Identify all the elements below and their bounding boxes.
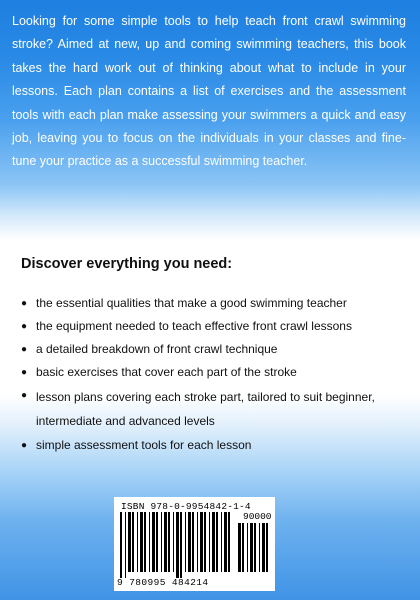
barcode-bar: [247, 523, 248, 572]
blurb-paragraph: Looking for some simple tools to help teach front crawl swimming stroke? Aimed at new, up and coming swimming teachers, this book takes the hard work out of thinking about what to include in your lessons. Each plan contains a list of exercises and the assessment tools with each plan make assessing your swimmers a quick and easy job, leaving you to focus on the individuals in your classes and fine-tune your practice as a successful swimming teacher.: [12, 14, 406, 169]
barcode-bar: [238, 523, 241, 572]
feature-item: ● simple assessment tools for each lesson: [21, 435, 411, 456]
bullet-icon: ●: [21, 367, 28, 378]
barcode-bar: [209, 512, 210, 572]
barcode-bar: [221, 512, 222, 572]
barcode-bar: [192, 512, 194, 572]
isbn-barcode: [114, 497, 275, 591]
barcode-bar: [176, 512, 179, 578]
barcode-bar: [164, 512, 167, 572]
barcode-bar: [144, 512, 146, 572]
feature-list: [21, 293, 411, 458]
barcode-bar: [161, 512, 162, 572]
feature-item: ● basic exercises that cover each part of the stroke: [21, 362, 411, 383]
isbn-label: ISBN 978-0-9954842-1-4: [121, 501, 251, 512]
barcode-bar: [188, 512, 191, 572]
bullet-icon: ●: [21, 390, 28, 401]
barcode-bar: [149, 512, 150, 572]
barcode-bar: [242, 523, 244, 572]
barcode-bar: [120, 512, 122, 578]
barcode-bar: [137, 512, 138, 572]
bullet-icon: ●: [21, 344, 28, 355]
barcode-bar: [173, 512, 174, 572]
barcode-bar: [168, 512, 170, 572]
barcode-bar: [204, 512, 206, 572]
barcode-bar: [128, 512, 131, 572]
bullet-icon: ●: [21, 321, 28, 332]
feature-item: ● the essential qualities that make a good swimming teacher: [21, 293, 411, 314]
addon-barcode-bars: [238, 523, 270, 578]
barcode-bar: [197, 512, 198, 572]
barcode-bar: [266, 523, 268, 572]
barcode-bar: [152, 512, 155, 572]
barcode-bar: [212, 512, 215, 572]
price-code: 90000: [243, 511, 272, 522]
feature-item: ● a detailed breakdown of front crawl technique: [21, 339, 411, 360]
ean-barcode-bars: [120, 512, 234, 578]
discover-heading: Discover everything you need:: [21, 256, 233, 272]
barcode-bar: [156, 512, 158, 572]
barcode-bar: [132, 512, 134, 572]
barcode-bar: [224, 512, 227, 572]
barcode-bar: [200, 512, 203, 572]
bullet-icon: ●: [21, 298, 28, 309]
bullet-icon: ●: [21, 440, 28, 451]
ean-digits: 9 780995 484214: [117, 577, 209, 588]
barcode-bar: [262, 523, 265, 572]
barcode-bar: [250, 523, 253, 572]
barcode-bar: [254, 523, 256, 572]
barcode-bar: [185, 512, 186, 572]
barcode-bar: [259, 523, 260, 572]
barcode-bar: [228, 512, 230, 572]
barcode-bar: [140, 512, 143, 572]
barcode-bar: [216, 512, 218, 572]
barcode-bar: [180, 512, 182, 578]
barcode-bar: [125, 512, 126, 578]
feature-item: ● the equipment needed to teach effective front crawl lessons: [21, 316, 411, 337]
feature-item: ● lesson plans covering each stroke part, tailored to suit beginner, intermediate and advanced levels: [21, 385, 411, 433]
